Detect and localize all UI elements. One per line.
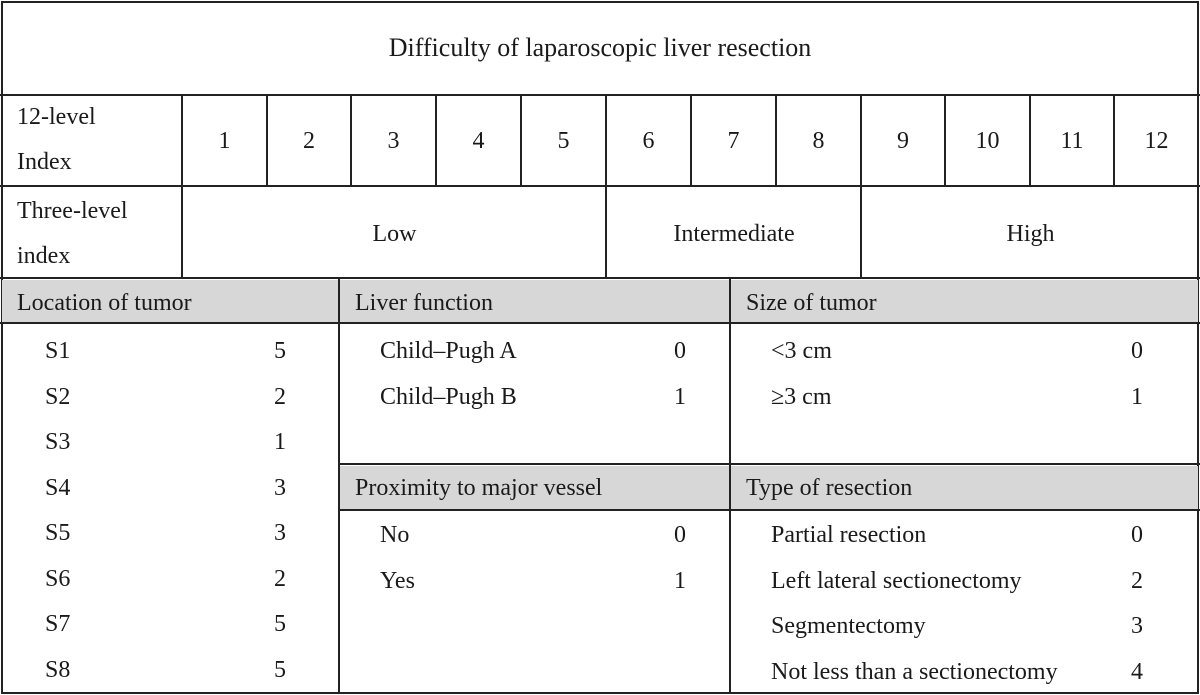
resection-row-score: 4	[1131, 658, 1143, 685]
index12-label-line1: 12-level	[17, 104, 96, 130]
rule-below-middle-headers	[338, 509, 1200, 511]
size-row-name: <3 cm	[771, 338, 832, 364]
index12-value: 1	[218, 128, 231, 154]
location-row-score: 2	[274, 383, 286, 410]
resection-row-score: 3	[1131, 613, 1143, 639]
page-title: Difficulty of laparoscopic liver resection	[388, 33, 812, 62]
index12-value: 7	[727, 128, 740, 154]
rule-v-12-5	[605, 95, 607, 278]
index12-value: 11	[1060, 128, 1084, 154]
index12-value: 2	[303, 128, 315, 154]
location-row-name: S5	[45, 520, 71, 546]
location-row-name: S1	[45, 338, 71, 364]
rule-v-lower-2	[729, 278, 731, 694]
liver-function-row-score: 1	[674, 383, 686, 410]
proximity-row-score: 0	[674, 522, 686, 548]
proximity-row-score: 1	[674, 567, 686, 594]
location-row-score: 5	[274, 338, 286, 364]
location-row-name: S8	[45, 656, 71, 683]
size-row-score: 1	[1131, 383, 1143, 410]
location-row-score: 3	[274, 520, 286, 546]
index3-level-low: Low	[372, 221, 417, 247]
location-row-score: 5	[274, 656, 286, 683]
index12-value: 8	[812, 128, 825, 154]
location-row-score: 5	[274, 611, 286, 637]
rule-v-12-8	[860, 95, 862, 278]
rule-v-12-0	[181, 95, 183, 278]
resection-header: Type of resection	[746, 475, 913, 501]
index12-value: 9	[897, 128, 909, 154]
liver-function-row-score: 0	[674, 338, 686, 364]
index12-value: 12	[1144, 128, 1169, 154]
location-row-name: S7	[45, 611, 71, 637]
resection-row-score: 0	[1131, 522, 1143, 548]
index3-label-line1: Three-level	[17, 198, 128, 224]
proximity-row-name: No	[380, 522, 410, 548]
resection-row-score: 2	[1131, 567, 1143, 594]
index12-label-line2: Index	[17, 149, 72, 175]
proximity-row-name: Yes	[380, 567, 415, 594]
index3-level-high: High	[1006, 221, 1055, 247]
rule-below-12level	[0, 185, 1200, 187]
location-row-name: S2	[45, 383, 71, 410]
resection-row-name: Segmentectomy	[771, 613, 926, 639]
size-row-name: ≥3 cm	[771, 383, 832, 410]
rule-below-title	[0, 94, 1200, 96]
resection-row-name: Partial resection	[771, 522, 927, 548]
liver-function-header: Liver function	[355, 290, 493, 316]
size-header: Size of tumor	[746, 290, 877, 316]
liver-function-row-name: Child–Pugh B	[380, 383, 517, 410]
rule-below-headers	[0, 322, 1200, 324]
resection-row-name: Left lateral sectionectomy	[771, 567, 1022, 594]
index12-value: 10	[975, 128, 1000, 154]
size-row-score: 0	[1131, 338, 1143, 364]
location-row-name: S4	[45, 474, 71, 501]
location-header: Location of tumor	[17, 290, 192, 316]
location-row-score: 3	[274, 474, 286, 501]
index12-value: 5	[557, 128, 570, 154]
index12-value: 4	[472, 128, 485, 154]
location-row-name: S6	[45, 565, 71, 592]
index12-value: 3	[387, 128, 400, 154]
index3-label-line2: index	[17, 243, 71, 269]
location-row-score: 1	[274, 429, 286, 455]
rule-above-middle-headers	[338, 463, 1200, 465]
index12-value: 6	[642, 128, 655, 154]
liver-function-row-name: Child–Pugh A	[380, 338, 517, 364]
resection-row-name: Not less than a sectionectomy	[771, 658, 1058, 685]
proximity-header: Proximity to major vessel	[355, 475, 603, 501]
rule-v-lower-1	[338, 278, 340, 694]
location-row-name: S3	[45, 429, 71, 455]
rule-below-3level	[0, 277, 1200, 279]
location-row-score: 2	[274, 565, 286, 592]
index3-level-intermediate: Intermediate	[673, 221, 795, 247]
